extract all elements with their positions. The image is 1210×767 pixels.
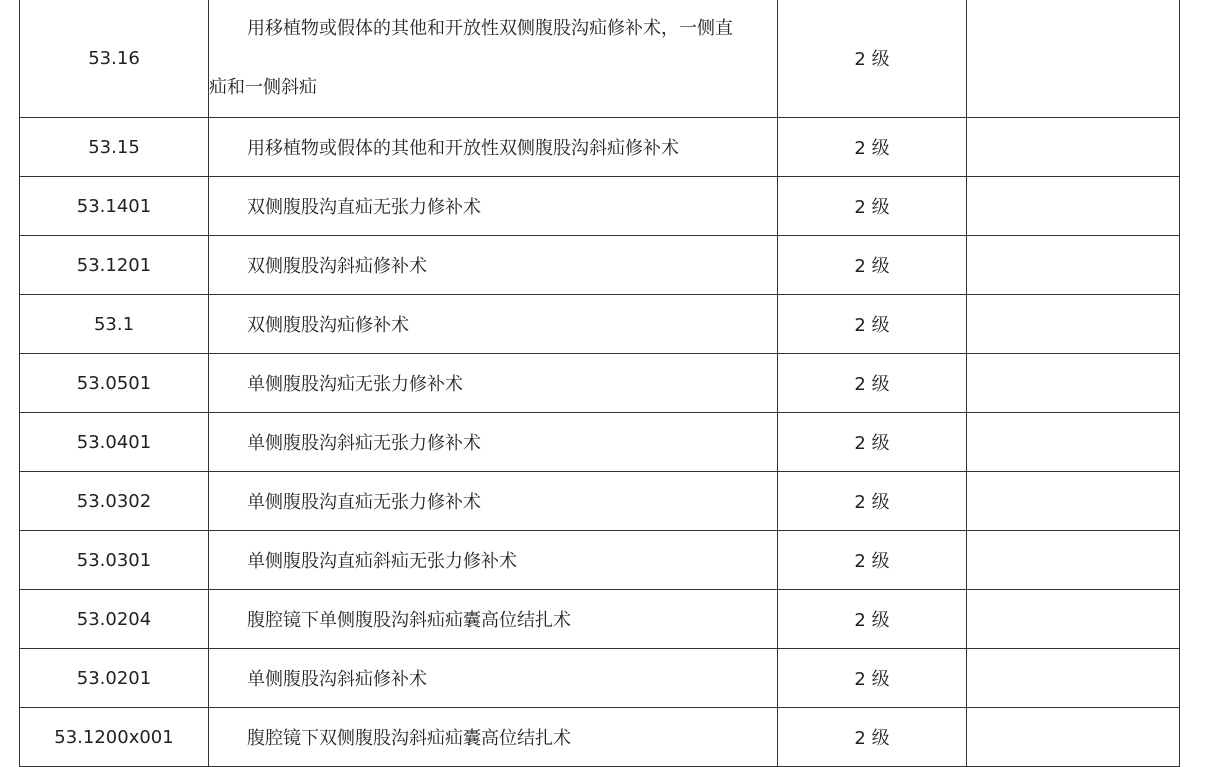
procedure-code: 53.1200x001 bbox=[20, 708, 209, 767]
procedure-code: 53.0301 bbox=[20, 531, 209, 590]
note-cell bbox=[967, 177, 1180, 236]
procedure-grade: 2 级 bbox=[778, 590, 967, 649]
procedure-code: 53.0201 bbox=[20, 649, 209, 708]
procedure-code: 53.0204 bbox=[20, 590, 209, 649]
table-row bbox=[20, 531, 1180, 590]
procedure-code: 53.1201 bbox=[20, 236, 209, 295]
procedure-grade: 2 级 bbox=[778, 472, 967, 531]
procedure-grade: 2 级 bbox=[778, 0, 967, 118]
note-cell bbox=[967, 413, 1180, 472]
procedure-name-line: 用移植物或假体的其他和开放性双侧腹股沟疝修补术，一侧直 bbox=[247, 18, 733, 39]
procedure-name: 单侧腹股沟斜疝无张力修补术 bbox=[209, 413, 778, 472]
procedure-grade: 2 级 bbox=[778, 118, 967, 177]
procedure-name: 双侧腹股沟直疝无张力修补术 bbox=[209, 177, 778, 236]
procedure-code: 53.0501 bbox=[20, 354, 209, 413]
procedure-name: 单侧腹股沟疝无张力修补术 bbox=[209, 354, 778, 413]
table-row bbox=[20, 649, 1180, 708]
table-row bbox=[20, 295, 1180, 354]
note-cell bbox=[967, 590, 1180, 649]
procedure-grade: 2 级 bbox=[778, 295, 967, 354]
note-cell bbox=[967, 649, 1180, 708]
procedure-name: 单侧腹股沟斜疝修补术 bbox=[209, 649, 778, 708]
procedure-name bbox=[209, 0, 778, 118]
procedure-grade: 2 级 bbox=[778, 413, 967, 472]
procedure-grade: 2 级 bbox=[778, 649, 967, 708]
procedure-code: 53.1 bbox=[20, 295, 209, 354]
procedure-name: 双侧腹股沟斜疝修补术 bbox=[209, 236, 778, 295]
note-cell bbox=[967, 295, 1180, 354]
note-cell bbox=[967, 531, 1180, 590]
table-row bbox=[20, 590, 1180, 649]
note-cell bbox=[967, 236, 1180, 295]
procedure-name: 腹腔镜下双侧腹股沟斜疝疝囊高位结扎术 bbox=[209, 708, 778, 767]
table-row bbox=[20, 0, 1180, 118]
procedure-name: 单侧腹股沟直疝无张力修补术 bbox=[209, 472, 778, 531]
procedure-grade: 2 级 bbox=[778, 236, 967, 295]
table-row bbox=[20, 413, 1180, 472]
table-row bbox=[20, 354, 1180, 413]
note-cell bbox=[967, 472, 1180, 531]
procedure-grade: 2 级 bbox=[778, 708, 967, 767]
procedure-code: 53.0401 bbox=[20, 413, 209, 472]
table-row bbox=[20, 472, 1180, 531]
procedure-name: 单侧腹股沟直疝斜疝无张力修补术 bbox=[209, 531, 778, 590]
procedure-code: 53.1401 bbox=[20, 177, 209, 236]
procedure-grade: 2 级 bbox=[778, 531, 967, 590]
procedure-code: 53.0302 bbox=[20, 472, 209, 531]
procedure-name: 双侧腹股沟疝修补术 bbox=[209, 295, 778, 354]
table-row bbox=[20, 708, 1180, 767]
table-row bbox=[20, 177, 1180, 236]
procedure-name-line: 疝和一侧斜疝 bbox=[209, 77, 317, 98]
note-cell bbox=[967, 118, 1180, 177]
procedure-name: 用移植物或假体的其他和开放性双侧腹股沟斜疝修补术 bbox=[209, 118, 778, 177]
procedure-code: 53.15 bbox=[20, 118, 209, 177]
procedure-grade: 2 级 bbox=[778, 354, 967, 413]
procedure-grade: 2 级 bbox=[778, 177, 967, 236]
note-cell bbox=[967, 708, 1180, 767]
procedure-code: 53.16 bbox=[20, 0, 209, 118]
procedure-name: 腹腔镜下单侧腹股沟斜疝疝囊高位结扎术 bbox=[209, 590, 778, 649]
note-cell bbox=[967, 354, 1180, 413]
note-cell bbox=[967, 0, 1180, 118]
procedure-table bbox=[19, 0, 1180, 767]
table-row bbox=[20, 118, 1180, 177]
table-row bbox=[20, 236, 1180, 295]
